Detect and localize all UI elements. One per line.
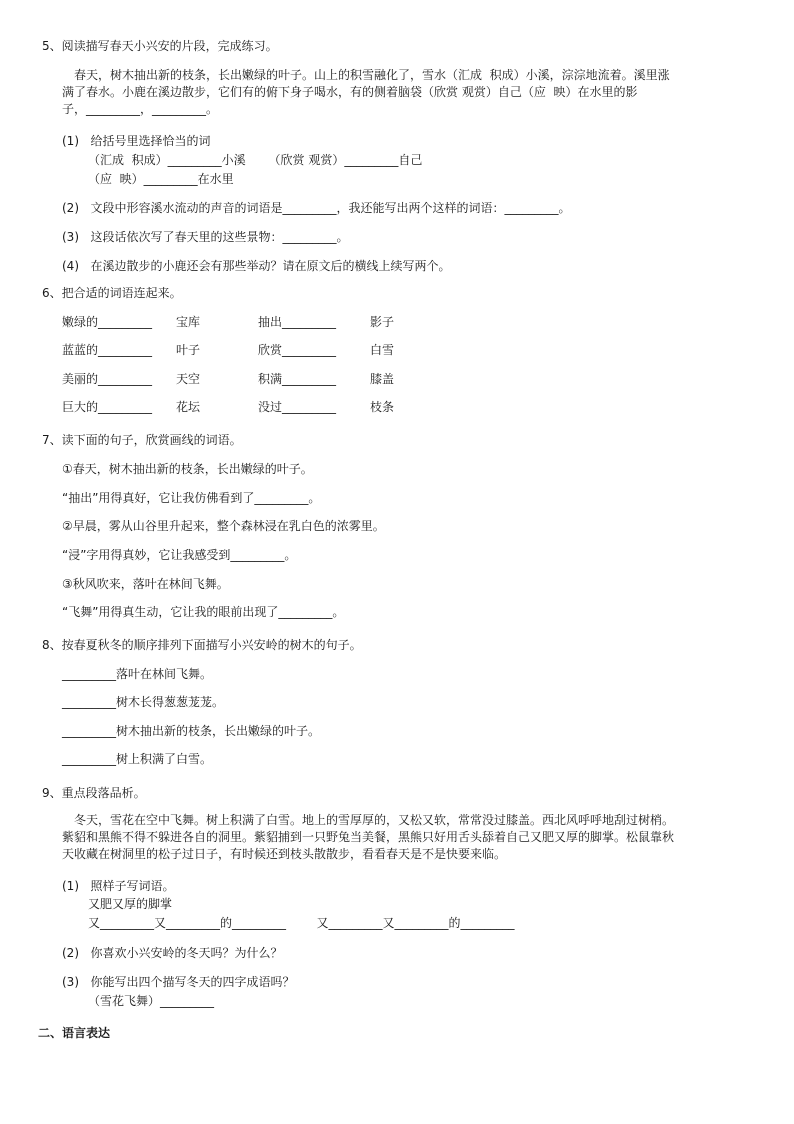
q7-prompt-1: “抽出”用得真好，它让我仿佛看到了_________。 (62, 491, 321, 505)
q7-title: 7、读下面的句子，欣赏画线的词语。 (42, 433, 242, 447)
q9-title: 9、重点段落品析。 (42, 786, 146, 800)
q8-title: 8、按春夏秋冬的顺序排列下面描写小兴安岭的树木的句子。 (42, 638, 362, 652)
q9-passage-line-2: 紫貂和黑熊不得不躲进各自的洞里。紫貂捕到一只野兔当美餐，黑熊只好用舌头舔着自己又肥又厚的脚掌。松鼠靠秋 (62, 830, 675, 844)
q7-sentence-3: ③秋风吹来，落叶在林间飞舞。 (62, 577, 229, 591)
q5-passage-line-3: 子，_________，_________。 (62, 102, 219, 116)
q5-sub4: (4) 在溪边散步的小鹿还会有那些举动？请在原文后的横线上续写两个。 (62, 259, 451, 273)
q5-sub1-line-a: （汇成 积成）_________小溪 （欣赏 观赏）_________自己 (88, 153, 423, 167)
q9-sub3-example: （雪花飞舞）_________ (88, 994, 215, 1008)
q6-cell: 美丽的_________ (62, 372, 153, 386)
q6-cell: 嫩绿的_________ (62, 315, 153, 329)
q9-sub1: (1) 照样子写词语。 (62, 879, 175, 893)
q8-item-4: _________树上积满了白雪。 (62, 752, 213, 766)
q7-prompt-3: “飞舞”用得真生动，它让我的眼前出现了_________。 (62, 605, 345, 619)
q6-cell: 白雪 (370, 343, 395, 357)
q8-item-3: _________树木抽出新的枝条，长出嫩绿的叶子。 (62, 724, 321, 738)
q6-title: 6、把合适的词语连起来。 (42, 286, 182, 300)
q9-sub2: (2) 你喜欢小兴安岭的冬天吗？为什么？ (62, 946, 283, 960)
q9-sub1-blanks: 又_________又_________的_________ 又_________又_________的_________ (88, 916, 515, 930)
q5-title: 5、阅读描写春天小兴安的片段，完成练习。 (42, 39, 278, 53)
q6-cell: 宝库 (176, 315, 201, 329)
q6-cell: 抽出_________ (258, 315, 337, 329)
q6-cell: 膝盖 (370, 372, 395, 386)
q9-passage-line-1: 冬天，雪花在空中飞舞。树上积满了白雪。地上的雪厚厚的，又松又软，常常没过膝盖。西北风呼呼地刮过树梢。 (74, 813, 675, 827)
section-2-heading: 二、语言表达 (38, 1026, 111, 1040)
q9-passage-line-3: 天收藏在树洞里的松子过日子，有时候还到枝头散散步，看看春天是不是快要来临。 (62, 847, 507, 861)
q6-cell: 花坛 (176, 400, 201, 414)
q6-cell: 叶子 (176, 343, 201, 357)
q9-sub1-example: 又肥又厚的脚掌 (88, 897, 173, 911)
q6-cell: 蓝蓝的_________ (62, 343, 153, 357)
q6-cell: 积满_________ (258, 372, 337, 386)
q8-item-1: _________落叶在林间飞舞。 (62, 667, 213, 681)
q5-passage-line-1: 春天，树木抽出新的枝条，长出嫩绿的叶子。山上的积雪融化了，雪水（汇成 积成）小溪，淙淙地流着。溪里涨 (74, 68, 670, 82)
q5-sub3: (3) 这段话依次写了春天里的这些景物：_________。 (62, 230, 349, 244)
q6-cell: 影子 (370, 315, 395, 329)
q6-cell: 天空 (176, 372, 201, 386)
q7-sentence-2: ②早晨，雾从山谷里升起来，整个森林浸在乳白色的浓雾里。 (62, 519, 385, 533)
q7-prompt-2: “浸”字用得真妙，它让我感受到_________。 (62, 548, 297, 562)
q5-passage-line-2: 满了春水。小鹿在溪边散步，它们有的俯下身子喝水，有的侧着脑袋（欣赏 观赏）自己（应 映）在水里的影 (62, 85, 638, 99)
q6-cell: 枝条 (370, 400, 395, 414)
q7-sentence-1: ①春天，树木抽出新的枝条，长出嫩绿的叶子。 (62, 462, 313, 476)
q5-sub1-line-b: （应 映）_________在水里 (88, 172, 234, 186)
q6-cell: 巨大的_________ (62, 400, 153, 414)
q5-sub1: (1) 给括号里选择恰当的词 (62, 134, 211, 148)
q5-sub2: (2) 文段中形容溪水流动的声音的词语是_________，我还能写出两个这样的词语：_________。 (62, 201, 571, 215)
q6-cell: 欣赏_________ (258, 343, 337, 357)
q8-item-2: _________树木长得葱葱茏茏。 (62, 695, 225, 709)
q9-sub3: (3) 你能写出四个描写冬天的四字成语吗？ (62, 975, 295, 989)
q6-cell: 没过_________ (258, 400, 337, 414)
